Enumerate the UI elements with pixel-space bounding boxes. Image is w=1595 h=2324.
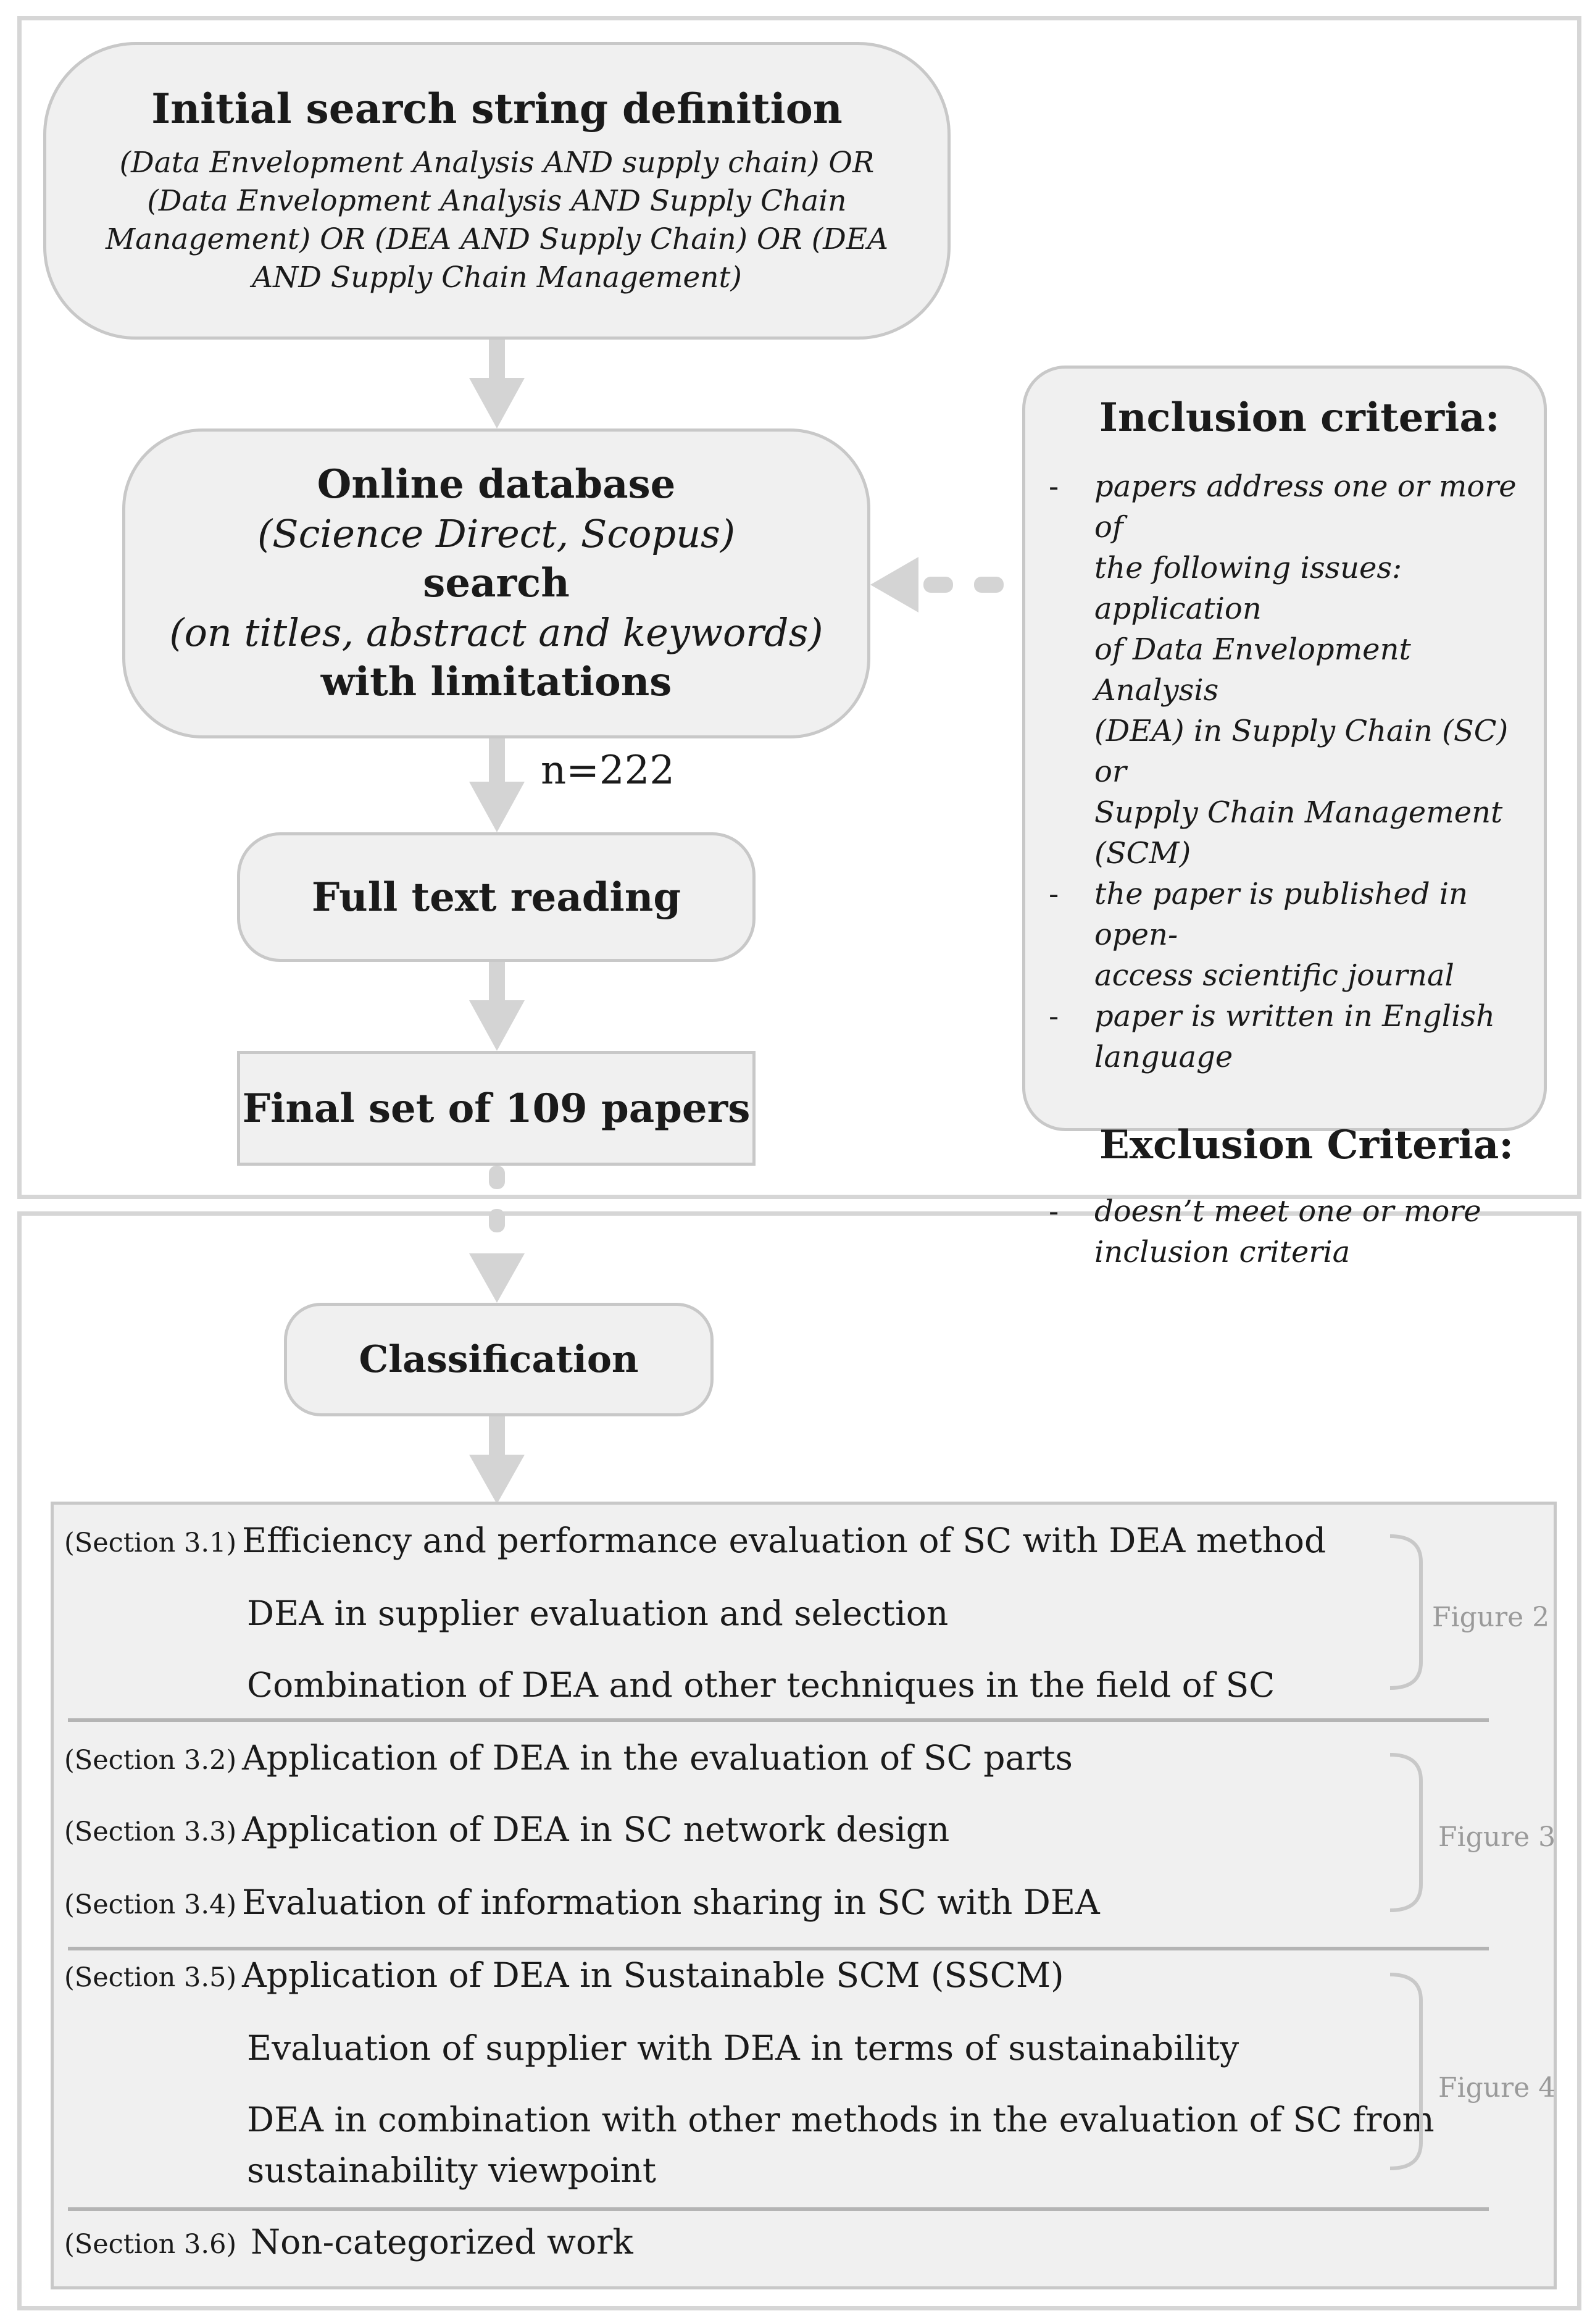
section-label-3-3: (Section 3.3) <box>64 1816 237 1847</box>
classification-label: Classification <box>359 1338 639 1381</box>
inclusion-criterion-1-line-5: Supply Chain Management <box>1094 795 1503 830</box>
inclusion-criteria-title: Inclusion criteria: <box>1099 395 1500 441</box>
figure-2-label: Figure 2 <box>1432 1602 1550 1633</box>
exclusion-criterion-1-line-2: inclusion criteria <box>1094 1235 1351 1269</box>
inclusion-criterion-1-line-6: (SCM) <box>1094 836 1191 871</box>
database-title: Online database <box>317 461 676 508</box>
category-row: Application of DEA in SC network design <box>242 1810 950 1849</box>
search-string-line-2: (Data Envelopment Analysis AND Supply Chain <box>147 184 847 218</box>
inclusion-criterion-1-line-1: - papers address one or more of <box>1094 469 1517 545</box>
inclusion-criterion-2-line-1: - the paper is published in open- <box>1094 877 1468 952</box>
figure-2-bracket <box>1390 1536 1421 1688</box>
section-label-3-5: (Section 3.5) <box>64 1962 237 1993</box>
section-label-3-2: (Section 3.2) <box>64 1745 237 1776</box>
figure-4-label: Figure 4 <box>1438 2072 1556 2104</box>
paper-count-label: n=222 <box>541 748 675 793</box>
section-label-3-1: (Section 3.1) <box>64 1528 237 1558</box>
search-string-line-3: Management) OR (DEA AND Supply Chain) OR (DEA <box>105 222 889 256</box>
inclusion-criterion-3-line-2: language <box>1094 1040 1233 1074</box>
section-label-3-6: (Section 3.6) <box>64 2229 237 2260</box>
final-set-label: Final set of 109 papers <box>242 1085 751 1132</box>
category-row: sustainability viewpoint <box>247 2151 656 2190</box>
database-scope: (on titles, abstract and keywords) <box>169 610 823 655</box>
database-limit: with limitations <box>320 659 672 705</box>
category-row: Application of DEA in Sustainable SCM (SSCM) <box>242 1955 1064 1995</box>
category-row: Combination of DEA and other techniques in the field of SC <box>247 1665 1275 1705</box>
inclusion-criterion-1-line-3: of Data Envelopment Analysis <box>1094 632 1411 708</box>
search-string-line-4: AND Supply Chain Management) <box>252 261 742 295</box>
full-text-reading-label: Full text reading <box>311 874 681 921</box>
search-string-line-1: (Data Envelopment Analysis AND supply chain) OR <box>119 146 875 180</box>
database-sources: (Science Direct, Scopus) <box>257 511 736 556</box>
inclusion-criterion-2-line-2: access scientific journal <box>1094 958 1454 993</box>
category-row: Non-categorized work <box>251 2222 633 2262</box>
category-row: Evaluation of supplier with DEA in terms of sustainability <box>247 2028 1239 2068</box>
inclusion-criterion-3-line-1: - paper is written in English <box>1094 999 1495 1034</box>
inclusion-criterion-1-line-4: (DEA) in Supply Chain (SC) or <box>1094 714 1509 789</box>
section-label-3-4: (Section 3.4) <box>64 1889 237 1920</box>
inclusion-criterion-1-line-2: the following issues: application <box>1094 551 1402 626</box>
database-action: search <box>423 560 570 606</box>
exclusion-criterion-1-line-1: - doesn’t meet one or more <box>1094 1194 1481 1229</box>
figure-3-bracket <box>1390 1755 1421 1910</box>
figure-3-label: Figure 3 <box>1438 1821 1556 1853</box>
category-row: Application of DEA in the evaluation of SC parts <box>242 1738 1073 1778</box>
category-row: DEA in supplier evaluation and selection <box>247 1594 949 1633</box>
initial-search-title: Initial search string definition <box>151 85 843 133</box>
exclusion-criteria-title: Exclusion Criteria: <box>1099 1122 1514 1168</box>
category-row: Efficiency and performance evaluation of SC with DEA method <box>242 1521 1326 1560</box>
category-row: DEA in combination with other methods in the evaluation of SC from <box>247 2100 1435 2139</box>
category-row: Evaluation of information sharing in SC with DEA <box>242 1883 1100 1922</box>
figure-4-bracket <box>1390 1975 1421 2168</box>
